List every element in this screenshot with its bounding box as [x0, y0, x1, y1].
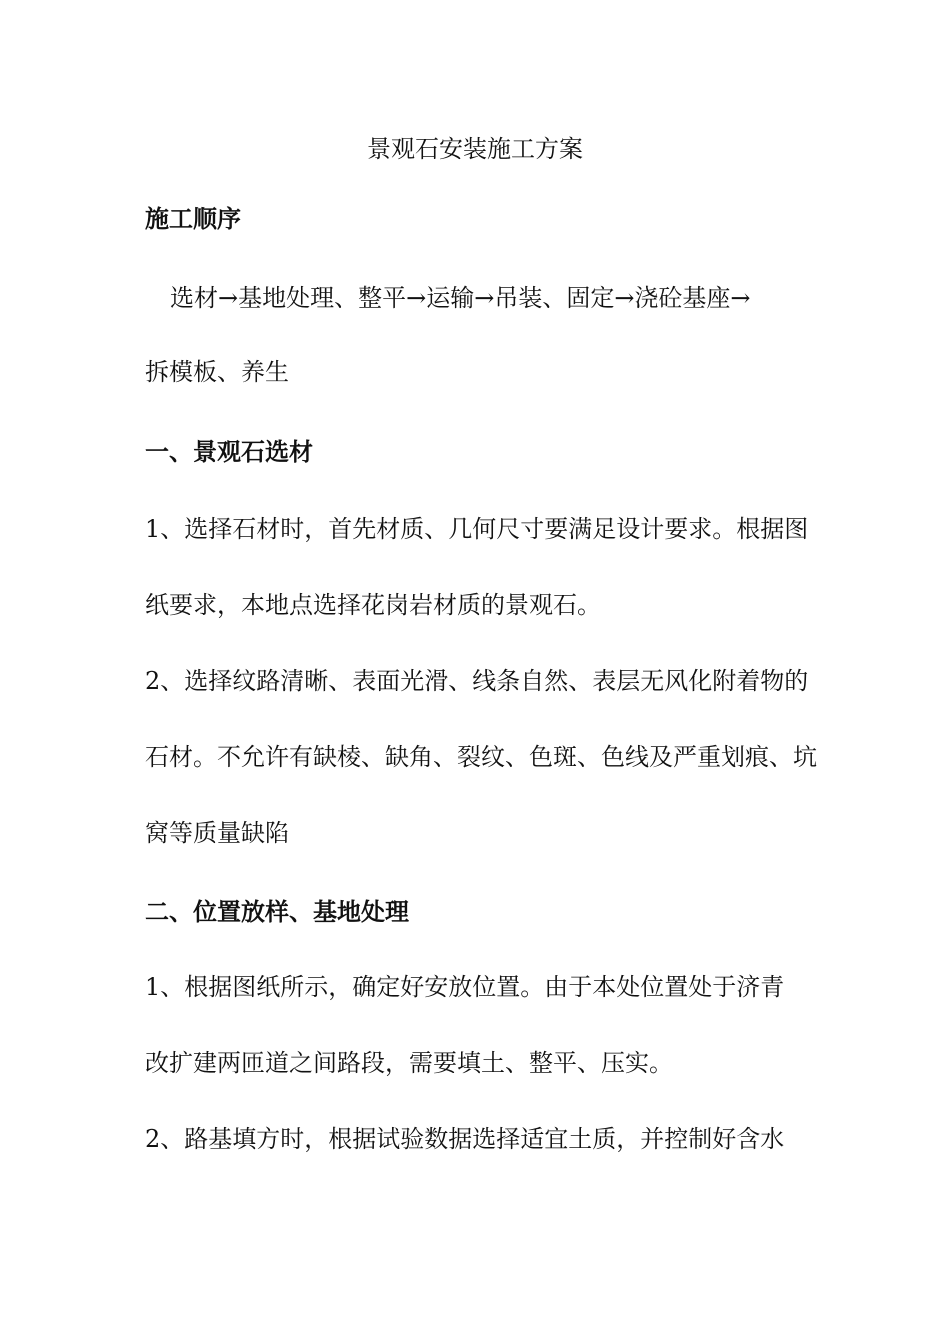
s1-paragraph-2-line-3: 窝等质量缺陷: [145, 819, 289, 847]
s1-paragraph-1-line-2: 纸要求，本地点选择花岗岩材质的景观石。: [145, 591, 601, 619]
s1-paragraph-2-line-1: 2、选择纹路清晰、表面光滑、线条自然、表层无风化附着物的: [145, 667, 809, 695]
section-heading-2: 二、位置放样、基地处理: [145, 898, 409, 926]
s2-paragraph-1-line-2: 改扩建两匝道之间路段，需要填土、整平、压实。: [145, 1049, 673, 1077]
section-heading-order: 施工顺序: [145, 205, 241, 233]
order-line-1: 选材→基地处理、整平→运输→吊装、固定→浇砼基座→: [170, 284, 751, 312]
s1-paragraph-2-line-2: 石材。不允许有缺棱、缺角、裂纹、色斑、色线及严重划痕、坑: [145, 743, 817, 771]
document-title: 景观石安装施工方案: [367, 135, 583, 163]
s2-paragraph-1-line-1: 1、根据图纸所示，确定好安放位置。由于本处位置处于济青: [145, 973, 785, 1001]
section-heading-1: 一、景观石选材: [145, 438, 313, 466]
s2-paragraph-2-line-1: 2、路基填方时，根据试验数据选择适宜土质，并控制好含水: [145, 1125, 785, 1153]
order-line-2: 拆模板、养生: [145, 358, 289, 386]
s1-paragraph-1-line-1: 1、选择石材时，首先材质、几何尺寸要满足设计要求。根据图: [145, 515, 809, 543]
